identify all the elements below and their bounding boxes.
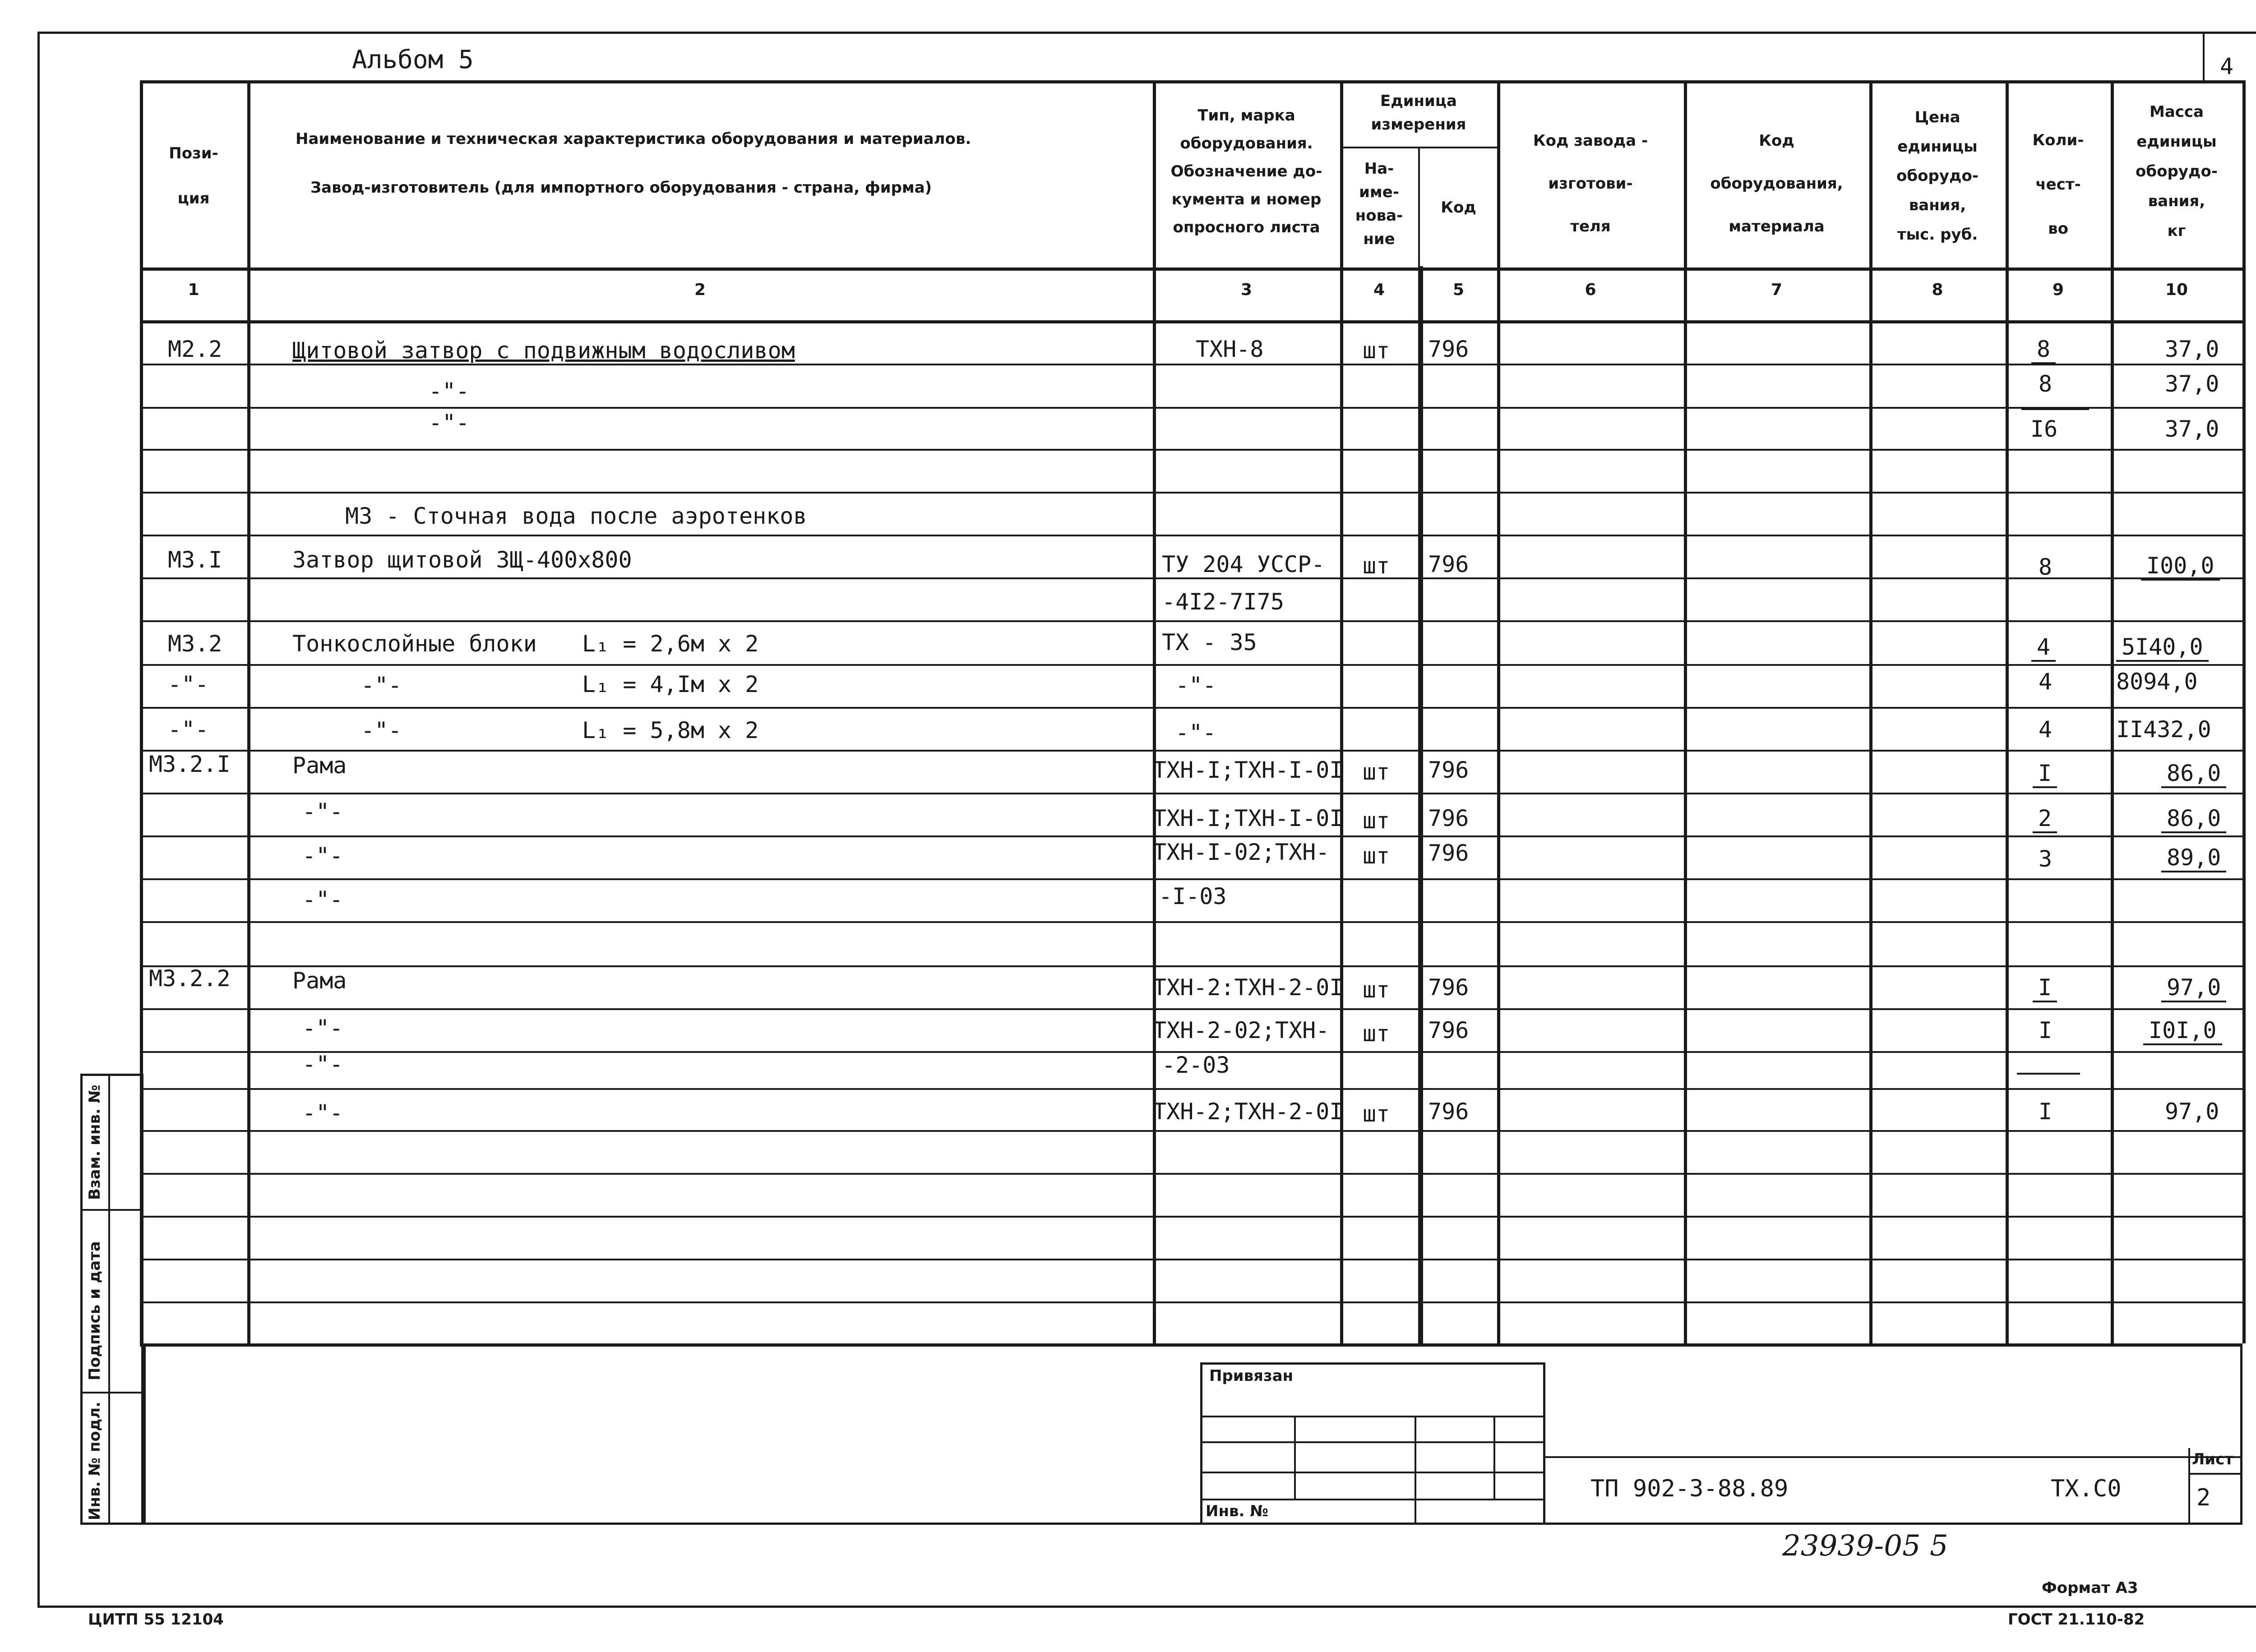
side-stamp-podpis: Подпись и дата [86,1241,104,1380]
row-3-section-title: М3 - Сточная вода после аэротенков [345,503,807,529]
row-15-name: -"- [302,1100,343,1126]
row-0-unit: шт [1363,337,1390,364]
row-8-name: Рама [292,752,347,779]
row-7-qty: 4 [2039,716,2053,743]
row-13-unit: шт [1363,1020,1390,1047]
row-12-pos: М3.2.2 [149,965,231,992]
header-name-line1: Наименование и техническая характеристика оборудования и материалов. [296,130,971,148]
row-9-name: -"- [302,798,343,825]
colnum-bottom [140,320,2242,323]
row-4-mass: I00,0 [2141,553,2220,581]
header-name-line2: Завод-изготовитель (для импортного оборудования - страна, фирма) [310,179,932,197]
row-11-name: -"- [302,886,343,913]
page-number: 4 [2220,53,2234,79]
row-13-name: -"- [302,1015,343,1041]
row-12-name: Рама [292,968,347,994]
row-9-unit: шт [1363,808,1390,834]
row-1-qty: 8 [2039,371,2053,397]
row-4-type2: -4I2-7I75 [1162,589,1284,615]
handwritten-number: 23939-05 5 [1782,1529,1948,1563]
row-8-unit: шт [1363,759,1390,785]
row-6-pos: -"- [168,671,209,697]
row-1-name: -"- [429,378,470,404]
row-10-mass: 89,0 [2161,844,2226,872]
row-4-qty: 8 [2039,554,2053,580]
header-price: Цена единицы оборудо- вания, тыс. руб. [1896,108,1979,244]
header-position: Пози- ция [169,144,218,208]
row-4-unit: шт [1363,553,1390,579]
header-maker-code: Код завода - изготови- теля [1533,132,1648,235]
row-2-qty: I6 [2030,416,2058,442]
row-0-code: 796 [1428,336,1469,362]
row-6-len: L₁ = 4,Iм х 2 [582,671,759,697]
row-13-qty: I [2039,1017,2053,1043]
row-2-name: -"- [429,410,470,436]
row-8-type: ТХН-I;ТХН-I-0I [1153,757,1343,783]
format-label: Формат А3 [2042,1579,2138,1597]
row-4-pos: М3.I [168,547,222,573]
row-9-mass: 86,0 [2161,805,2226,833]
header-type: Тип, марка оборудования. Обозначение до- кумента и номер опросного листа [1170,106,1322,236]
colnum-1: 1 [188,281,199,299]
header-unit-name: На- име- нова- ние [1355,160,1403,248]
list-value: 2 [2196,1484,2211,1511]
row-13-code: 796 [1428,1017,1469,1043]
row-8-pos: М3.2.I [149,751,231,777]
row-12-unit: шт [1363,977,1390,1003]
inv-no-label: Инв. № [1206,1502,1269,1520]
row-4-type: ТУ 204 УССР- [1162,551,1325,577]
row-5-name: Тонкослойные блоки [292,631,537,657]
row-11-type: -I-03 [1159,883,1227,909]
tsitp-label: ЦИТП 55 12104 [88,1610,224,1629]
colnum-4: 4 [1373,281,1385,299]
row-0-qty: 8 [2031,336,2056,364]
title-block-frame [143,1343,2242,1525]
row-1-mass: 37,0 [2165,371,2219,397]
gost-label: ГОСТ 21.110-82 [2008,1610,2145,1629]
row-5-type: ТХ - 35 [1162,629,1257,655]
header-quantity: Коли- чест- во [2032,131,2084,238]
colnum-8: 8 [1932,281,1943,299]
header-unit-group: Единица измерения [1371,92,1466,134]
row-5-mass: 5I40,0 [2116,634,2209,662]
header-unit-code: Код [1441,198,1476,217]
row-15-code: 796 [1428,1098,1469,1125]
row-12-mass: 97,0 [2161,974,2226,1002]
spec-table [140,80,2242,1343]
colnum-5: 5 [1452,281,1465,299]
row-8-qty: I [2033,760,2057,788]
list-label: Лист [2192,1450,2233,1468]
colnum-6: 6 [1585,281,1596,299]
row-10-unit: шт [1363,843,1390,869]
header-equipment-code: Код оборудования, материала [1710,132,1843,235]
row-10-qty: 3 [2039,846,2053,872]
row-5-pos: М3.2 [168,631,222,657]
side-stamp-vzam: Взам. инв. № [86,1084,104,1200]
row-7-mass: II432,0 [2116,716,2211,743]
row-4-name: Затвор щитовой ЗЩ-400х800 [292,547,632,573]
row-0-mass: 37,0 [2165,336,2219,362]
row-6-qty: 4 [2039,669,2053,695]
colnum-10: 10 [2165,281,2188,299]
row-7-len: L₁ = 5,8м х 2 [582,717,759,743]
row-15-unit: шт [1363,1101,1390,1127]
row-15-qty: I [2039,1098,2053,1125]
row-13-mass: I0I,0 [2143,1017,2222,1045]
row-7-type: -"- [1175,720,1216,746]
row-8-code: 796 [1428,757,1469,783]
header-mass: Масса единицы оборудо- вания, кг [2136,103,2218,240]
page-number-divider [2203,32,2205,81]
colnum-7: 7 [1771,281,1783,299]
row-2-mass: 37,0 [2165,416,2219,442]
row-10-code: 796 [1428,840,1469,866]
side-stamp-inv: Инв. № подл. [86,1401,104,1520]
row-10-name: -"- [302,843,343,869]
row-9-qty: 2 [2033,805,2057,833]
row-0-name: Щитовой затвор с подвижным водосливом [292,337,795,364]
doc-code: ТП 902-3-88.89 [1590,1475,1789,1502]
row-6-mass: 8094,0 [2116,669,2198,695]
colnum-2: 2 [694,281,706,299]
colnum-3: 3 [1240,281,1253,299]
row-12-type: ТХН-2:ТХН-2-0I [1153,974,1343,1001]
row-12-code: 796 [1428,974,1469,1001]
row-15-type: ТХН-2;ТХН-2-0I [1153,1098,1343,1125]
colnum-9: 9 [2052,281,2064,299]
row-15-mass: 97,0 [2165,1098,2219,1125]
row-14-name: -"- [302,1051,343,1077]
row-13-type: ТХН-2-02;ТХН- [1153,1017,1330,1043]
row-6-type: -"- [1175,672,1216,698]
row-8-mass: 86,0 [2161,760,2226,788]
header-bottom [140,268,2242,271]
row-5-len: L₁ = 2,6м х 2 [582,631,759,657]
row-7-name: -"- [361,717,402,743]
row-9-code: 796 [1428,805,1469,831]
row-0-pos: М2.2 [168,336,222,362]
row-5-qty: 4 [2031,634,2056,662]
row-14-type: -2-03 [1162,1052,1230,1078]
row-7-pos: -"- [168,716,209,743]
row-6-name: -"- [361,672,402,698]
row-12-qty: I [2033,974,2057,1002]
row-0-type: ТХН-8 [1196,336,1264,362]
album-title: Альбом 5 [352,45,474,74]
sheet-code: ТХ.С0 [2051,1475,2122,1502]
row-10-type: ТХН-I-02;ТХН- [1153,839,1330,865]
privyazan-label: Привязан [1209,1367,1294,1385]
row-9-type: ТХН-I;ТХН-I-0I [1153,805,1343,831]
row-4-code: 796 [1428,551,1469,577]
